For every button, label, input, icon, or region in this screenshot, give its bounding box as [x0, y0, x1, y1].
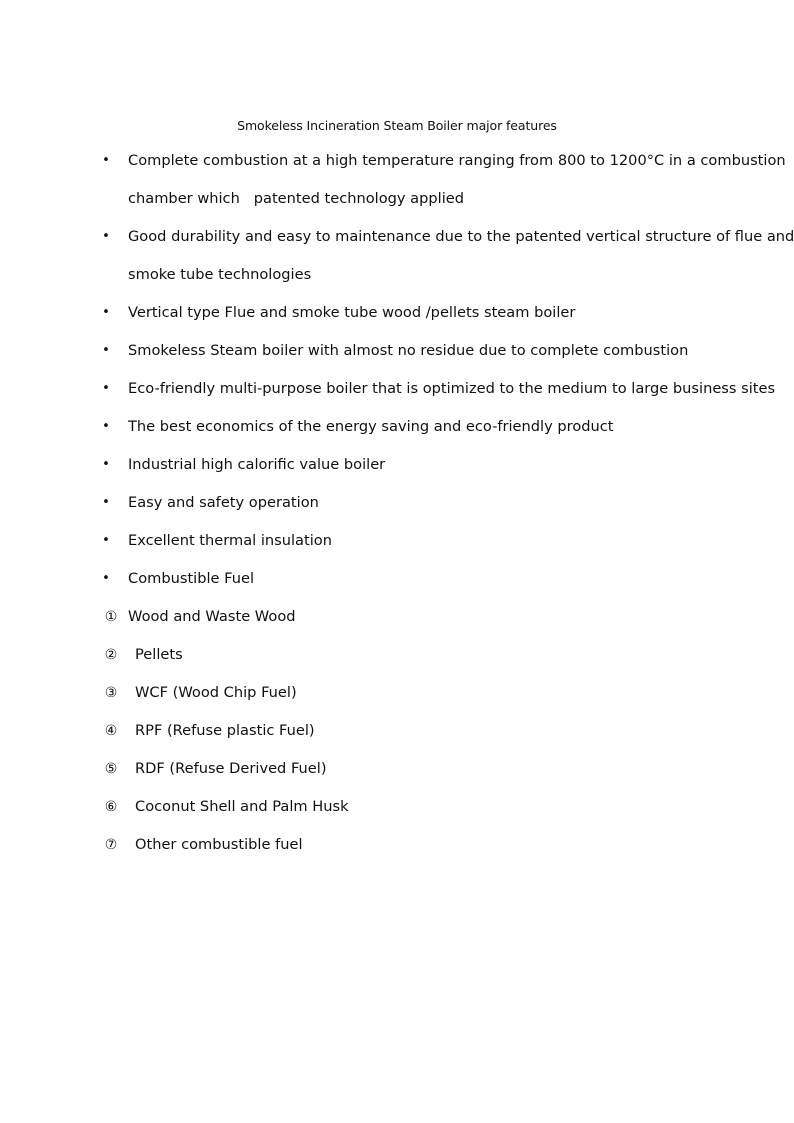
list-item: [0, 414, 794, 452]
list-item: [0, 224, 794, 262]
numbered-item-text: RPF (Refuse plastic Fuel): [135, 722, 315, 739]
list-item-text: Smokeless Steam boiler with almost no residue due to complete combustion: [128, 342, 689, 359]
numbered-item-text: Wood and Waste Wood: [128, 608, 296, 625]
list-item-continuation: [0, 262, 794, 300]
bullet-marker: •: [102, 495, 110, 510]
numbered-item-text: RDF (Refuse Derived Fuel): [135, 760, 327, 777]
bullet-marker: •: [102, 305, 110, 320]
list-item: [0, 376, 794, 414]
list-item-text: Combustible Fuel: [128, 570, 255, 587]
list-item: [0, 528, 794, 566]
list-item-text: The best economics of the energy saving and eco-friendly product: [128, 418, 614, 435]
list-item-text: Excellent thermal insulation: [128, 532, 332, 549]
numbered-item-text: Other combustible fuel: [135, 836, 303, 853]
list-item-text: Good durability and easy to maintenance due to the patented vertical structure of flue and: [128, 228, 794, 245]
list-item: [0, 490, 794, 528]
circled-number: ①: [104, 609, 118, 625]
bullet-marker: •: [102, 533, 110, 548]
list-item: [0, 452, 794, 490]
bullet-marker: •: [102, 419, 110, 434]
numbered-item: [0, 794, 794, 832]
numbered-item-text: WCF (Wood Chip Fuel): [135, 684, 297, 701]
circled-number: ⑤: [104, 761, 118, 777]
circled-number: ②: [104, 647, 118, 663]
circled-number: ④: [104, 723, 118, 739]
numbered-item: [0, 832, 794, 870]
numbered-item: [0, 718, 794, 756]
feature-list: [0, 148, 794, 870]
numbered-item: [0, 642, 794, 680]
list-item-text: Industrial high calorific value boiler: [128, 456, 386, 473]
bullet-marker: •: [102, 343, 110, 358]
list-item: [0, 338, 794, 376]
bullet-marker: •: [102, 229, 110, 244]
list-item-text: Easy and safety operation: [128, 494, 319, 511]
numbered-item-text: Pellets: [135, 646, 183, 663]
list-item: [0, 566, 794, 604]
circled-number: ⑥: [104, 799, 118, 815]
bullet-marker: •: [102, 381, 110, 396]
list-item-text: smoke tube technologies: [128, 266, 312, 283]
list-item: [0, 148, 794, 186]
page-title: [0, 118, 794, 133]
numbered-item: [0, 756, 794, 794]
numbered-item: [0, 680, 794, 718]
bullet-marker: •: [102, 571, 110, 586]
list-item-continuation: [0, 186, 794, 224]
bullet-marker: •: [102, 153, 110, 168]
list-item-text: Eco-friendly multi-purpose boiler that is optimized to the medium to large business sites: [128, 380, 776, 397]
circled-number: ⑦: [104, 837, 118, 853]
list-item-text: Vertical type Flue and smoke tube wood /pellets steam boiler: [128, 304, 576, 321]
list-item: [0, 300, 794, 338]
circled-number: ③: [104, 685, 118, 701]
list-item-text: Complete combustion at a high temperature ranging from 800 to 1200°C in a combustion: [128, 152, 786, 169]
numbered-item: [0, 604, 794, 642]
list-item-text: chamber which patented technology applied: [128, 190, 464, 207]
bullet-marker: •: [102, 457, 110, 472]
numbered-item-text: Coconut Shell and Palm Husk: [135, 798, 349, 815]
page-title-text: Smokeless Incineration Steam Boiler major features: [237, 118, 557, 133]
